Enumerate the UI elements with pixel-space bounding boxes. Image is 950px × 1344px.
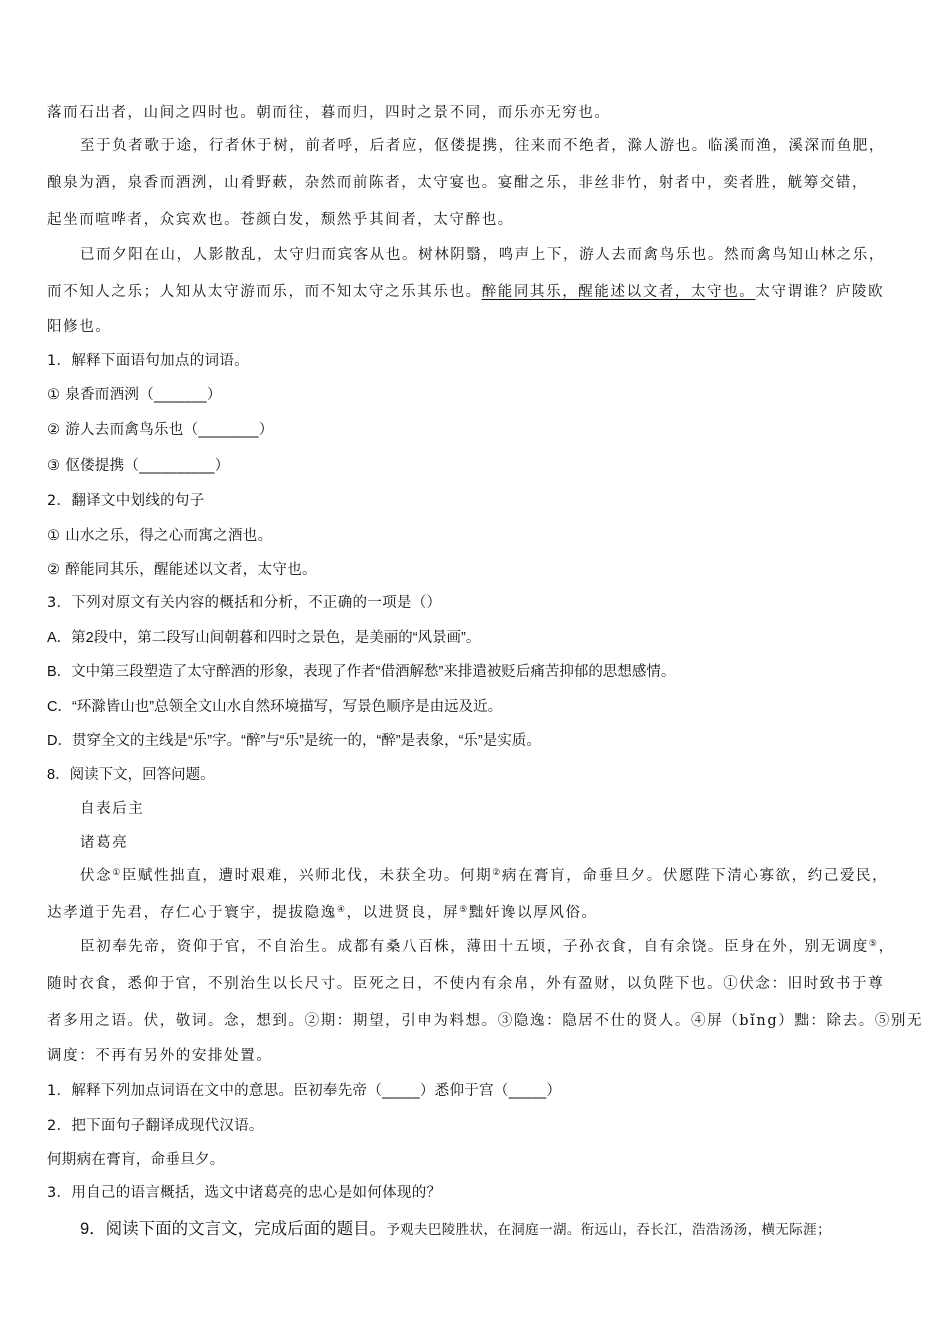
option-a: A．第2段中，第二段写山间朝暮和四时之景色，是美丽的“风景画”。 [47,630,481,646]
footnote-marker: ⑤ [459,905,469,915]
passage-line: 酿泉为酒，泉香而酒洌，山肴野蔌，杂然而前陈者，太守宴也。宴酣之乐，非丝非竹，射者中，奕者胜，觥筹交错， [47,175,869,191]
passage-line [47,282,884,302]
passage-text: 黜奸谗以厚风俗。 [468,905,598,921]
question-8-2-sentence: 何期病在膏肓，命垂旦夕。 [47,1152,225,1168]
option-c: C．“环滁皆山也”总领全文山水自然环境描写，写景色顺序是由远及近。 [47,699,503,715]
question-8-2: 2．把下面句子翻译成现代汉语。 [47,1118,264,1134]
passage-text: 病在膏肓，命垂旦夕。伏愿陛下清心寡欲，约己爱民， [501,868,889,884]
question-9-text: 予观夫巴陵胜状，在洞庭一湖。衔远山，吞长江，浩浩汤汤，横无际涯； [386,1222,831,1238]
footnote-marker: ④ [336,905,347,915]
question-2: 2．翻译文中划线的句子 [47,493,205,509]
question-8-1: 1．解释下列加点词语在文中的意思。臣初奉先帝（_____）悉仰于宫（_____） [47,1083,562,1099]
footnotes-line: 调度：不再有另外的安排处置。 [47,1048,273,1064]
passage-title: 自表后主 [80,801,145,817]
question-1: 1．解释下面语句加点的词语。 [47,353,249,369]
passage-line: 阳修也。 [47,319,112,335]
passage-line: 落而石出者，山间之四时也。朝而往，暮而归，四时之景不同，而乐亦无穷也。 [47,105,611,121]
option-d: D．贯穿全文的主线是“乐”字。“醉”与“乐”是统一的，“醉”是表象，“乐”是实质。 [47,733,541,749]
question-1-item: ① 泉香而酒洌（_______） [47,387,222,403]
question-9-lead: 9．阅读下面的文言文，完成后面的题目。 [80,1220,387,1238]
passage-text: ，以进贤良，屏 [346,905,460,921]
question-2-item: ① 山水之乐，得之心而寓之酒也。 [47,528,273,544]
passage-line: 已而夕阳在山，人影散乱，太守归而宾客从也。树林阴翳，鸣声上下，游人去而禽鸟乐也。然而禽鸟知山林之乐， [80,247,885,263]
passage-line: 至于负者歌于途，行者休于树，前者呼，后者应，伛偻提携，往来而不绝者，滁人游也。临溪而渔，溪深而鱼肥， [80,138,885,154]
passage-text: 达孝道于先君，存仁心于寰宇，提拔隐逸 [47,905,337,921]
passage-text: 太守谓谁？庐陵欧 [755,284,885,300]
question-9 [80,1219,831,1240]
passage-line [80,866,888,886]
question-3: 3．下列对原文有关内容的概括和分析，不正确的一项是（） [47,595,442,611]
footnote-marker: ⑤ [868,939,879,949]
question-1-item: ② 游人去而禽鸟乐也（________） [47,422,274,438]
question-2-item: ② 醉能同其乐，醒能述以文者，太守也。 [47,562,317,578]
passage-line [80,937,895,957]
footnotes-line: 者多用之语。伏，敬词。念，想到。②期：期望，引申为料想。③隐逸：隐居不仕的贤人。④屏（bǐng）黜：除去。⑤别无 [47,1013,924,1029]
question-8-heading: 8．阅读下文，回答问题。 [47,767,215,783]
question-1-item: ③ 伛偻提携（__________） [47,458,230,474]
passage-text: ， [878,939,895,955]
question-8-3: 3．用自己的语言概括，选文中诸葛亮的忠心是如何体现的？ [47,1185,442,1201]
passage-text: 伏念 [80,868,113,884]
passage-text: 臣初奉先帝，资仰于官，不自治生。成都有桑八百株，薄田十五顷，子孙衣食，自有余饶。臣身在外，别无调度 [80,939,869,955]
passage-line [47,903,598,923]
underlined-sentence: 醉能同其乐，醒能述以文者，太守也。 [481,284,756,300]
option-b: B．文中第三段塑造了太守醉酒的形象，表现了作者“借酒解愁”来排遣被贬后痛苦抑郁的思想感情。 [47,664,676,680]
passage-author: 诸葛亮 [80,835,129,851]
passage-line: 起坐而喧哗者，众宾欢也。苍颜白发，颓然乎其间者，太守醉也。 [47,212,514,228]
passage-line: 随时衣食，悉仰于官，不别治生以长尺寸。臣死之日，不使内有余帛，外有盈财，以负陛下也。①伏念：旧时致书于尊 [47,976,885,992]
passage-text: 而不知人之乐；人知从太守游而乐，而不知太守之乐其乐也。 [47,284,482,300]
footnote-marker: ② [492,868,502,878]
passage-text: 臣赋性拙直，遭时艰难，兴师北伐，未获全功。何期 [121,868,493,884]
footnote-marker: ① [112,868,122,878]
